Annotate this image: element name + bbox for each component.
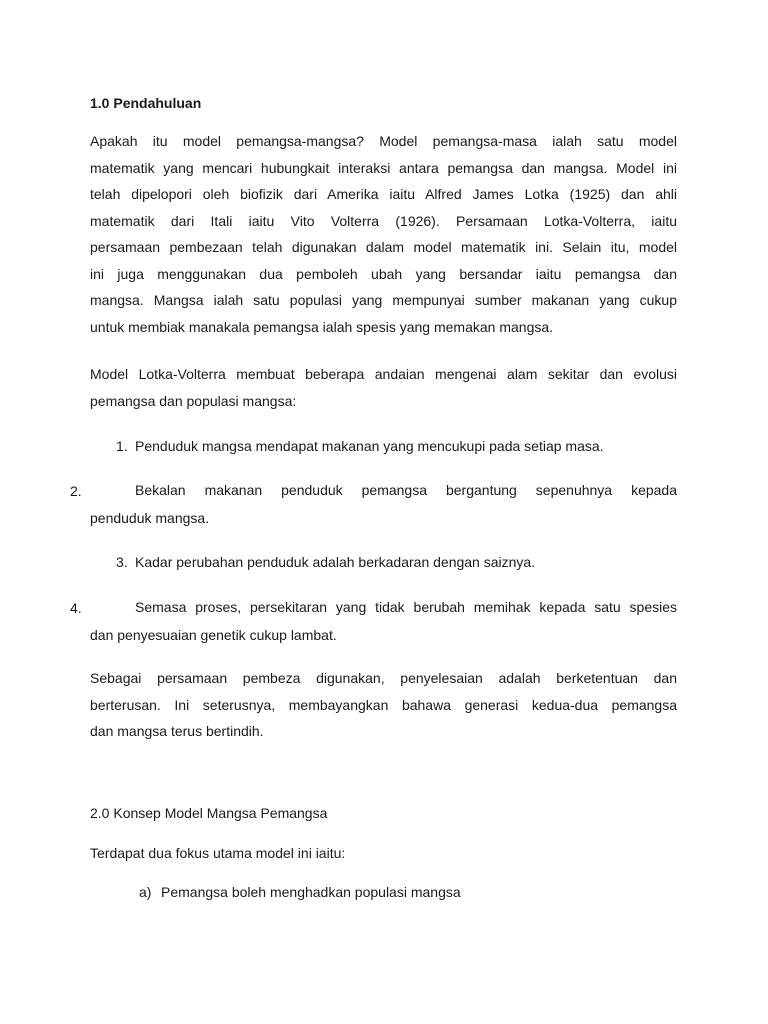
list-number: 3.	[116, 554, 128, 570]
paragraph-line: Model Lotka-Volterra membuat beberapa andaian mengenai alam sekitar dan evolusi	[90, 366, 677, 382]
paragraph-line: mangsa. Mangsa ialah satu populasi yang mempunyai sumber makanan yang cukup	[90, 292, 677, 308]
list-item-text	[135, 477, 677, 504]
paragraph-line: telah dipelopori oleh biofizik dari Amerika iaitu Alfred James Lotka (1925) dan ahli	[90, 186, 677, 202]
model-paragraph	[90, 361, 677, 414]
paragraph-line: dan mangsa terus bertindih.	[90, 723, 264, 739]
paragraph-line: Apakah itu model pemangsa-mangsa? Model pemangsa-masa ialah satu model	[90, 133, 677, 149]
section-1-title: 1.0 Pendahuluan	[90, 95, 202, 111]
list-item-continuation: dan penyesuaian genetik cukup lambat.	[90, 627, 337, 643]
list-item-continuation: penduduk mangsa.	[90, 510, 210, 526]
paragraph-line: persamaan pembezaan telah digunakan dalam model matematik ini. Selain itu, model	[90, 239, 677, 255]
paragraph-line: untuk membiak manakala pemangsa ialah spesis yang memakan mangsa.	[90, 318, 554, 335]
section-2-title: 2.0 Konsep Model Mangsa Pemangsa	[90, 805, 328, 821]
list-item-text	[135, 594, 677, 621]
closing-paragraph	[90, 665, 677, 745]
list-number: 4.	[70, 600, 82, 616]
section-2-intro: Terdapat dua fokus utama model ini iaitu:	[90, 845, 346, 861]
paragraph-line: berterusan. Ini seterusnya, membayangkan bahawa generasi kedua-dua pemangsa	[90, 696, 677, 713]
list-number: 2.	[70, 483, 82, 499]
list-marker: a)	[139, 884, 152, 900]
paragraph-line: pemangsa dan populasi mangsa:	[90, 392, 297, 409]
paragraph-line: Sebagai persamaan pembeza digunakan, penyelesaian adalah berketentuan dan	[90, 670, 677, 686]
paragraph-line: matematik dari Itali iaitu Vito Volterra (1926). Persamaan Lotka-Volterra, iaitu	[90, 212, 677, 229]
intro-paragraph	[90, 128, 677, 340]
paragraph-line: ini juga menggunakan dua pemboleh ubah yang bersandar iaitu pemangsa dan	[90, 265, 677, 282]
list-item-text: Kadar perubahan penduduk adalah berkadaran dengan saiznya.	[135, 554, 536, 570]
list-item-text: Pemangsa boleh menghadkan populasi mangsa	[161, 884, 461, 900]
list-number: 1.	[116, 438, 128, 454]
list-item-line: Semasa proses, persekitaran yang tidak berubah memihak kepada satu spesies	[135, 599, 677, 615]
list-item-text: Penduduk mangsa mendapat makanan yang mencukupi pada setiap masa.	[135, 438, 604, 454]
list-item-line: Bekalan makanan penduduk pemangsa bergantung sepenuhnya kepada	[135, 482, 677, 498]
paragraph-line: matematik yang mencari hubungkait interaksi antara pemangsa dan mangsa. Model ini	[90, 159, 677, 176]
